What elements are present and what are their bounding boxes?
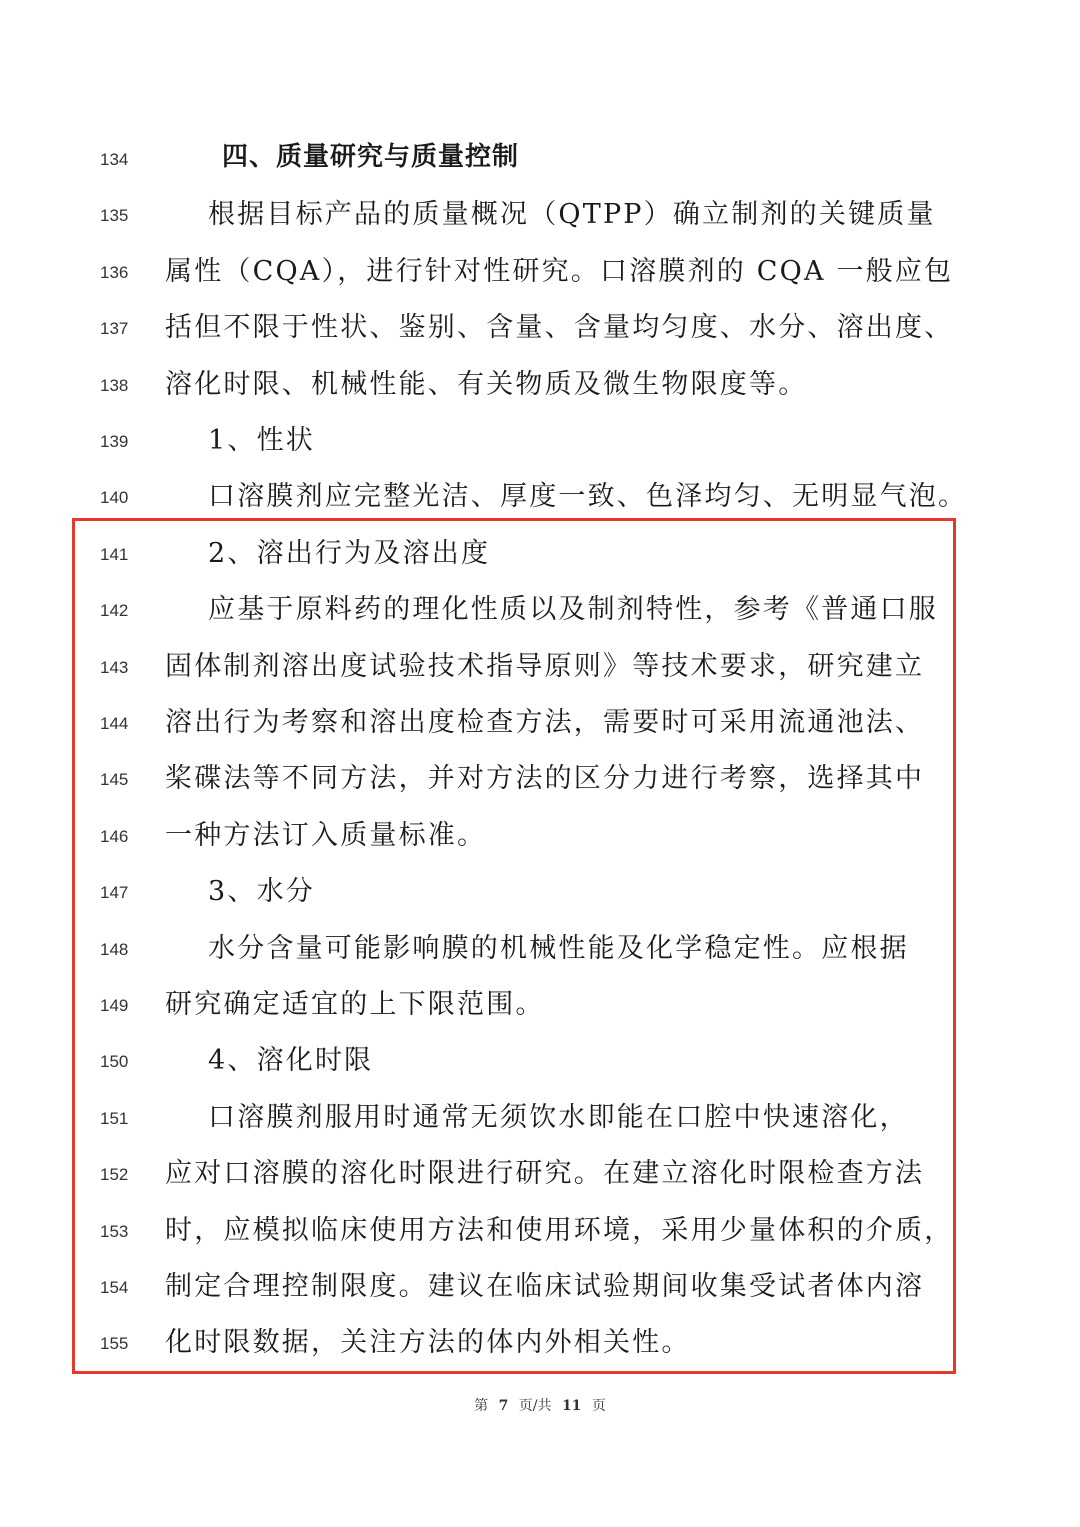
line-number: 140 bbox=[100, 488, 129, 508]
line-text: 3、水分 bbox=[208, 876, 315, 908]
line-number: 153 bbox=[100, 1221, 129, 1241]
line-text: 应基于原料药的理化性质以及制剂特性，参考《普通口服 bbox=[208, 594, 938, 626]
line-text: 溶化时限、机械性能、有关物质及微生物限度等。 bbox=[165, 368, 808, 400]
line-text: 1、性状 bbox=[208, 425, 315, 456]
line-number: 146 bbox=[100, 826, 129, 846]
footer-middle: 页/共 bbox=[518, 1398, 552, 1414]
line-text: 应对口溶膜的溶化时限进行研究。在建立溶化时限检查方法 bbox=[165, 1158, 925, 1190]
line-number: 154 bbox=[100, 1278, 129, 1297]
line-number: 143 bbox=[100, 657, 129, 677]
line-number: 151 bbox=[100, 1108, 129, 1128]
line-text: 桨碟法等不同方法，并对方法的区分力进行考察，选择其中 bbox=[165, 763, 925, 795]
line-text: 研究确定适宜的上下限范围。 bbox=[165, 989, 545, 1020]
line-number: 135 bbox=[100, 206, 129, 226]
document-line bbox=[0, 408, 1080, 464]
line-text: 化时限数据，关注方法的体内外相关性。 bbox=[165, 1327, 691, 1359]
line-number: 142 bbox=[100, 601, 129, 621]
line-number: 134 bbox=[100, 150, 129, 169]
line-text: 一种方法订入质量标准。 bbox=[165, 819, 487, 851]
line-number: 145 bbox=[100, 770, 129, 790]
line-number: 141 bbox=[100, 544, 129, 564]
line-text: 制定合理控制限度。建议在临床试验期间收集受试者体内溶 bbox=[165, 1271, 925, 1302]
line-text: 4、溶化时限 bbox=[208, 1045, 374, 1077]
line-number: 139 bbox=[100, 432, 129, 451]
line-text: 2、溶出行为及溶出度 bbox=[208, 537, 491, 569]
footer-prefix: 第 bbox=[474, 1398, 489, 1414]
line-number: 136 bbox=[100, 262, 129, 282]
document-line bbox=[0, 464, 1080, 520]
line-text: 溶出行为考察和溶出度检查方法，需要时可采用流通池法、 bbox=[165, 707, 925, 738]
line-text: 时，应模拟临床使用方法和使用环境，采用少量体积的介质， bbox=[165, 1214, 954, 1246]
line-number: 138 bbox=[100, 375, 129, 395]
line-number: 144 bbox=[100, 714, 129, 733]
line-number: 150 bbox=[100, 1052, 129, 1072]
document-line bbox=[0, 182, 1080, 238]
line-number: 147 bbox=[100, 883, 129, 903]
total-pages-number: 11 bbox=[561, 1398, 582, 1414]
document-line bbox=[0, 295, 1080, 351]
highlight-box bbox=[72, 518, 956, 1374]
line-number: 152 bbox=[100, 1165, 129, 1185]
line-number: 137 bbox=[100, 319, 129, 339]
line-number: 149 bbox=[100, 996, 129, 1015]
line-number: 155 bbox=[100, 1334, 129, 1354]
line-text: 属性（CQA），进行针对性研究。口溶膜剂的 CQA 一般应包 bbox=[165, 255, 954, 287]
document-line bbox=[0, 126, 1080, 182]
page-footer bbox=[0, 1395, 1080, 1415]
footer-suffix: 页 bbox=[591, 1398, 606, 1414]
current-page-number: 7 bbox=[498, 1398, 509, 1414]
line-text: 口溶膜剂服用时通常无须饮水即能在口腔中快速溶化， bbox=[208, 1101, 909, 1133]
section-heading: 四、质量研究与质量控制 bbox=[222, 142, 520, 172]
line-text: 固体制剂溶出度试验技术指导原则》等技术要求，研究建立 bbox=[165, 650, 925, 682]
line-text: 括但不限于性状、鉴别、含量、含量均匀度、水分、溶出度、 bbox=[165, 312, 954, 344]
line-text: 根据目标产品的质量概况（QTPP）确立制剂的关键质量 bbox=[208, 199, 936, 231]
line-text: 水分含量可能影响膜的机械性能及化学稳定性。应根据 bbox=[208, 932, 909, 964]
line-text: 口溶膜剂应完整光洁、厚度一致、色泽均匀、无明显气泡。 bbox=[208, 481, 968, 513]
document-line bbox=[0, 239, 1080, 295]
document-line bbox=[0, 352, 1080, 408]
line-number: 148 bbox=[100, 939, 129, 959]
